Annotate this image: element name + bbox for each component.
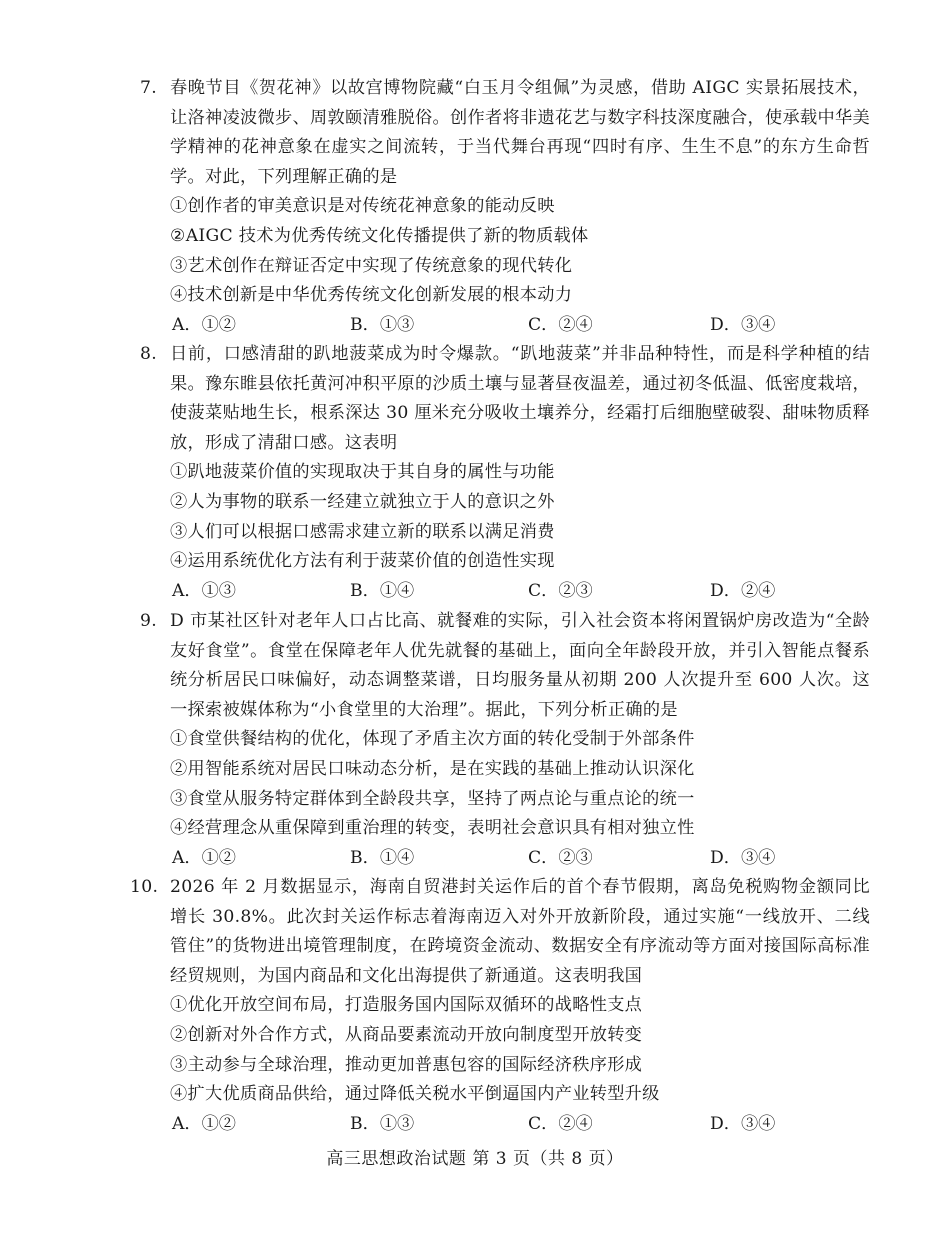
- choice-d: D．③④: [710, 847, 776, 868]
- answer-choices: [170, 1110, 870, 1140]
- choice-a: A．①②: [172, 1113, 236, 1134]
- choice-a: A．①②: [172, 314, 236, 335]
- choice-a: A．①③: [172, 580, 236, 601]
- answer-choices: [170, 311, 870, 341]
- choice-c: C．②④: [528, 1113, 593, 1134]
- question-7: [140, 74, 870, 340]
- statement-option: ③艺术创作在辩证否定中实现了传统意象的现代转化: [170, 255, 573, 276]
- choice-c: C．②④: [528, 314, 593, 335]
- question-stem: [140, 607, 870, 725]
- choice-a: A．①②: [172, 847, 236, 868]
- statement-option: ④运用系统优化方法有利于菠菜价值的创造性实现: [170, 551, 555, 572]
- question-number: 7.: [140, 78, 157, 98]
- statement-option: ③主动参与全球治理，推动更加普惠包容的国际经济秩序形成: [170, 1054, 643, 1075]
- page-footer: 高三思想政治试题 第 3 页（共 8 页）: [326, 1149, 624, 1169]
- statement-option: ④经营理念从重保障到重治理的转变，表明社会意识具有相对独立性: [170, 818, 695, 839]
- statement-option: ②人为事物的联系一经建立就独立于人的意识之外: [170, 491, 555, 512]
- choice-c: C．②③: [528, 847, 593, 868]
- statement-option: ①创作者的审美意识是对传统花神意象的能动反映: [170, 196, 555, 217]
- choice-b: B．①④: [350, 847, 415, 868]
- question-stem: [140, 340, 870, 458]
- statement-option: ②创新对外合作方式，从商品要素流动开放向制度型开放转变: [170, 1024, 643, 1045]
- question-10: [130, 873, 870, 1139]
- answer-choices: [170, 577, 870, 607]
- statement-option: ②AIGC 技术为优秀传统文化传播提供了新的物质载体: [170, 225, 589, 246]
- statement-option: ①食堂供餐结构的优化，体现了矛盾主次方面的转化受制于外部条件: [170, 729, 695, 750]
- choice-d: D．③④: [710, 314, 776, 335]
- question-number: 8.: [140, 344, 157, 364]
- choice-d: D．②④: [710, 580, 776, 601]
- choice-d: D．③④: [710, 1113, 776, 1134]
- question-9: [140, 607, 870, 873]
- statement-option: ④扩大优质商品供给，通过降低关税水平倒逼国内产业转型升级: [170, 1084, 660, 1105]
- choice-c: C．②③: [528, 580, 593, 601]
- statement-option: ②用智能系统对居民口味动态分析，是在实践的基础上推动认识深化: [170, 758, 695, 779]
- statement-option: ①优化开放空间布局，打造服务国内国际双循环的战略性支点: [170, 995, 643, 1016]
- question-stem: [130, 873, 870, 991]
- question-text: D 市某社区针对老年人口占比高、就餐难的实际，引入社会资本将闲置锅炉房改造为“全龄友好食堂”。食堂在保障老年人优先就餐的基础上，面向全年龄段开放，并引入智能点餐系统分析居民口味偏好，动态调整菜谱，日均服务量从初期 200 人次提升至 600 人次。这一探索被媒体称为“小食堂里的大治理”。据此，下列分析正确的是: [170, 611, 870, 720]
- question-8: [140, 340, 870, 606]
- question-number: 9.: [140, 611, 157, 631]
- question-text: 2026 年 2 月数据显示，海南自贸港封关运作后的首个春节假期，离岛免税购物金额同比增长 30.8%。此次封关运作标志着海南迈入对外开放新阶段，通过实施“一线放开、二线管住”的货物进出境管理制度，在跨境资金流动、数据安全有序流动等方面对接国际高标准经贸规则，为国内商品和文化出海提供了新通道。这表明我国: [170, 877, 870, 986]
- answer-choices: [170, 844, 870, 874]
- statement-option: ④技术创新是中华优秀传统文化创新发展的根本动力: [170, 285, 573, 306]
- choice-b: B．①③: [350, 314, 415, 335]
- question-text: 日前，口感清甜的趴地菠菜成为时令爆款。“趴地菠菜”并非品种特性，而是科学种植的结果。豫东睢县依托黄河冲积平原的沙质土壤与显著昼夜温差，通过初冬低温、低密度栽培，使菠菜贴地生长，根系深达 30 厘米充分吸收土壤养分，经霜打后细胞壁破裂、甜味物质释放，形成了清甜口感。这表明: [170, 344, 870, 453]
- question-stem: [140, 74, 870, 192]
- choice-b: B．①④: [350, 580, 415, 601]
- choice-b: B．①③: [350, 1113, 415, 1134]
- question-number: 10.: [130, 877, 159, 897]
- statement-option: ①趴地菠菜价值的实现取决于其自身的属性与功能: [170, 462, 555, 483]
- question-text: 春晚节目《贺花神》以故宫博物院藏“白玉月令组佩”为灵感，借助 AIGC 实景拓展技术，让洛神凌波微步、周敦颐清雅脱俗。创作者将非遗花艺与数字科技深度融合，使承载中华美学精神的花神意象在虚实之间流转，于当代舞台再现“四时有序、生生不息”的东方生命哲学。对此，下列理解正确的是: [170, 78, 870, 187]
- statement-option: ③人们可以根据口感需求建立新的联系以满足消费: [170, 521, 555, 542]
- statement-option: ③食堂从服务特定群体到全龄段共享，坚持了两点论与重点论的统一: [170, 788, 695, 809]
